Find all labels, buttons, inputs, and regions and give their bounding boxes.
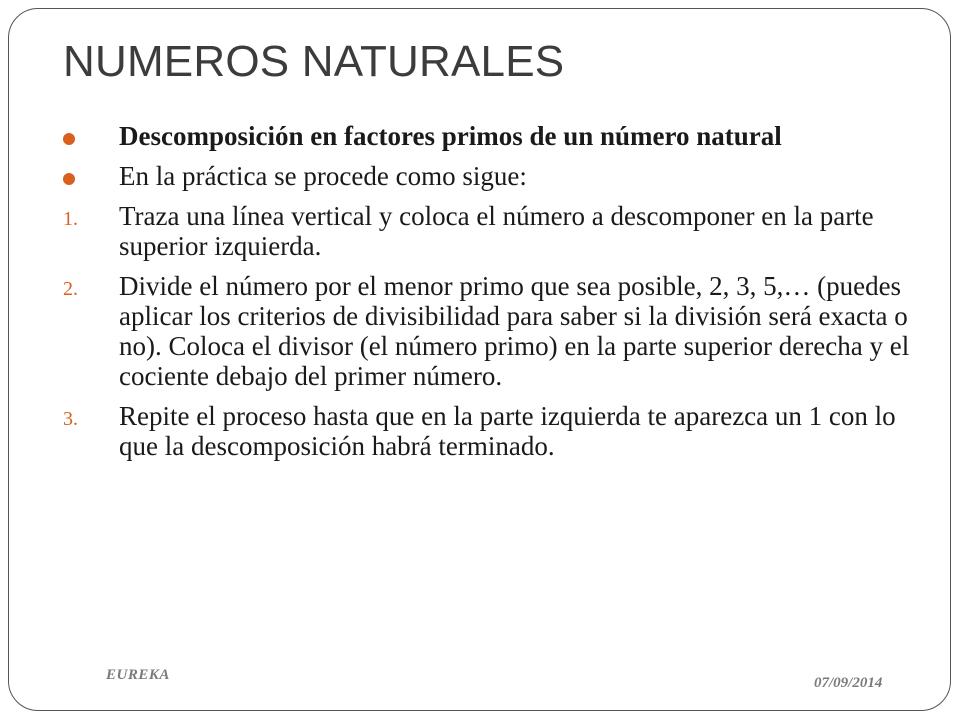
- numbered-item-text: Repite el proceso hasta que en la parte izquierda te aparezca un 1 con lo que la descomposición habrá terminado.: [119, 401, 896, 461]
- numbered-item-text: Traza una línea vertical y coloca el número a descomponer en la parte superior izquierda.: [119, 201, 874, 261]
- bullet-dot-icon: [63, 133, 75, 145]
- numbered-item: [63, 401, 923, 461]
- bullet-dot-icon: [63, 173, 75, 185]
- slide: [8, 8, 951, 711]
- bullet-text: Descomposición en factores primos de un número natural: [119, 121, 782, 151]
- slide-content: [63, 121, 923, 461]
- numbered-item-text: Divide el número por el menor primo que sea posible, 2, 3, 5,… (puedes aplicar los criterios de divisibilidad para saber si la división será exacta o no). Coloca el divisor (el número primo) en la parte superior derecha y el cociente debajo del primer número.: [119, 271, 910, 391]
- number-marker: 2.: [63, 278, 78, 300]
- numbered-item: [63, 271, 923, 391]
- footer-date: 07/09/2014: [814, 675, 883, 691]
- number-marker: 3.: [63, 408, 78, 430]
- footer-label: EUREKA: [106, 667, 170, 683]
- bullet-item: [63, 121, 923, 151]
- slide-title: NUMEROS NATURALES: [63, 37, 565, 86]
- number-marker: 1.: [63, 208, 78, 230]
- numbered-item: [63, 201, 923, 261]
- bullet-item: [63, 161, 923, 191]
- bullet-text: En la práctica se procede como sigue:: [119, 161, 527, 191]
